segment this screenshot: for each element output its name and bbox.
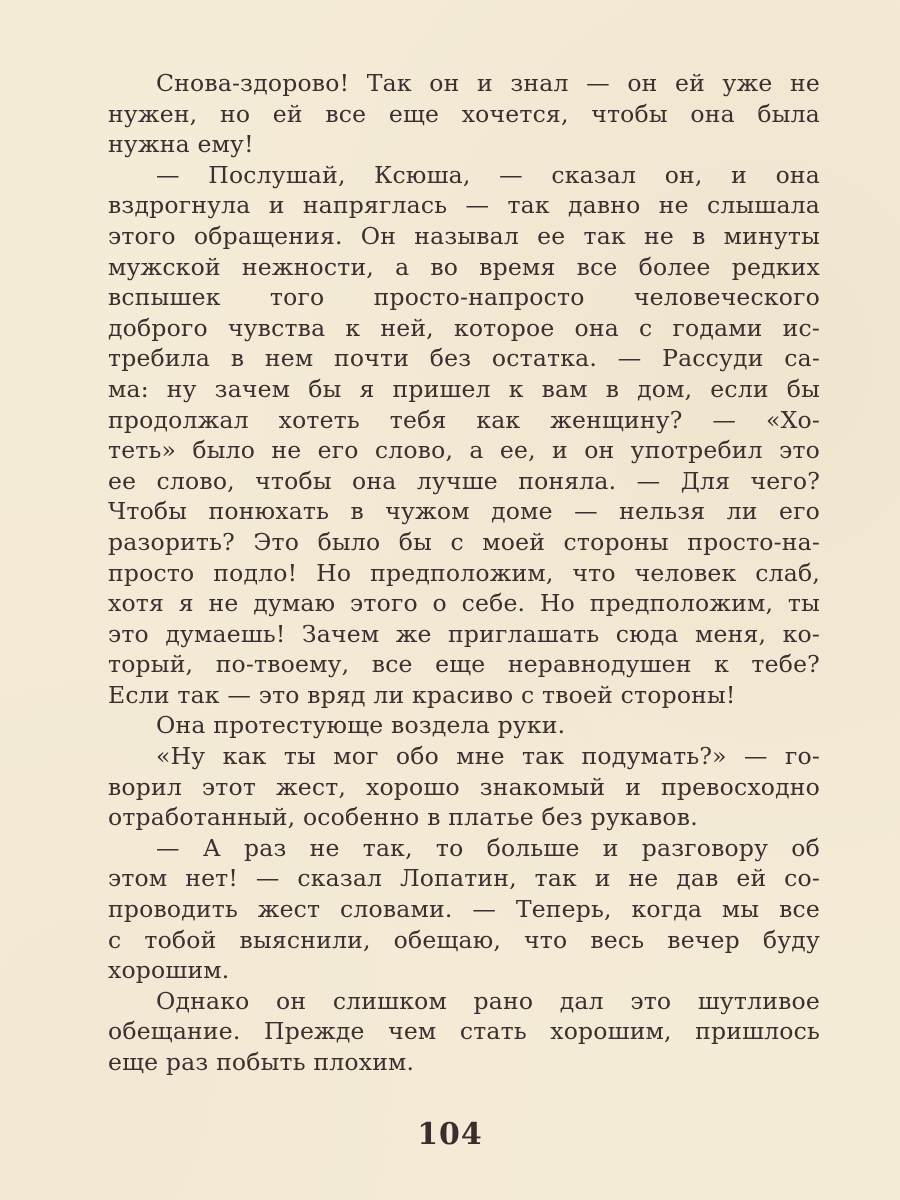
text-line: — А раз не так, то больше и разговору об <box>156 833 820 862</box>
text-line: вздрогнула и напряглась — так давно не слышала <box>108 191 820 220</box>
text-line: теть» было не его слово, а ее, и он употребил это <box>108 436 820 465</box>
text-line: это думаешь! Зачем же приглашать сюда меня, ко- <box>108 619 820 648</box>
text-line: вспышек того просто-напросто человеческого <box>108 283 820 312</box>
text-line: Снова-здорово! Так он и знал — он ей уже не <box>156 69 820 97</box>
text-line: Чтобы понюхать в чужом доме — нельзя ли его <box>108 497 820 526</box>
text-line: хотя я не думаю этого о себе. Но предположим, ты <box>108 589 820 618</box>
text-line: проводить жест словами. — Теперь, когда мы все <box>108 895 820 924</box>
page-number: 104 <box>417 1117 483 1152</box>
text-line: отработанный, особенно в платье без рукавов. <box>108 803 698 832</box>
text-line: ворил этот жест, хорошо знакомый и превосходно <box>108 772 820 801</box>
body-text <box>108 68 820 1078</box>
text-line: продолжал хотеть тебя как женщину? — «Хо- <box>108 405 820 434</box>
text-line: доброго чувства к ней, которое она с годами ис- <box>108 313 820 342</box>
text-line: нужен, но ей все еще хочется, чтобы она была <box>108 99 820 128</box>
text-line: ма: ну зачем бы я пришел к вам в дом, если бы <box>108 374 820 403</box>
text-line: Если так — это вряд ли красиво с твоей стороны! <box>108 680 736 709</box>
text-line: торый, по-твоему, все еще неравнодушен к тебе? <box>108 650 820 679</box>
text-line: ее слово, чтобы она лучше поняла. — Для чего? <box>108 466 820 495</box>
text-line: с тобой выяснили, обещаю, что весь вечер буду <box>108 925 820 954</box>
text-line: — Послушай, Ксюша, — сказал он, и она <box>156 160 820 189</box>
text-line: требила в нем почти без остатка. — Рассуди са- <box>108 344 820 373</box>
text-line: разорить? Это было бы с моей стороны просто-на- <box>108 527 820 556</box>
text-line: этого обращения. Он называл ее так не в минуты <box>108 221 820 250</box>
text-line: обещание. Прежде чем стать хорошим, пришлось <box>108 1017 820 1046</box>
text-line: «Ну как ты мог обо мне так подумать?» — го- <box>156 742 820 771</box>
text-line: нужна ему! <box>108 130 254 159</box>
text-line: этом нет! — сказал Лопатин, так и не дав ей со- <box>108 864 820 893</box>
text-line: хорошим. <box>108 956 230 985</box>
text-line: Однако он слишком рано дал это шутливое <box>156 986 820 1015</box>
text-line: мужской нежности, а во время все более редких <box>108 252 820 281</box>
text-line: еще раз побыть плохим. <box>108 1048 415 1076</box>
text-line: просто подло! Но предположим, что человек слаб, <box>108 558 820 587</box>
text-line: Она протестующе воздела руки. <box>156 711 566 740</box>
